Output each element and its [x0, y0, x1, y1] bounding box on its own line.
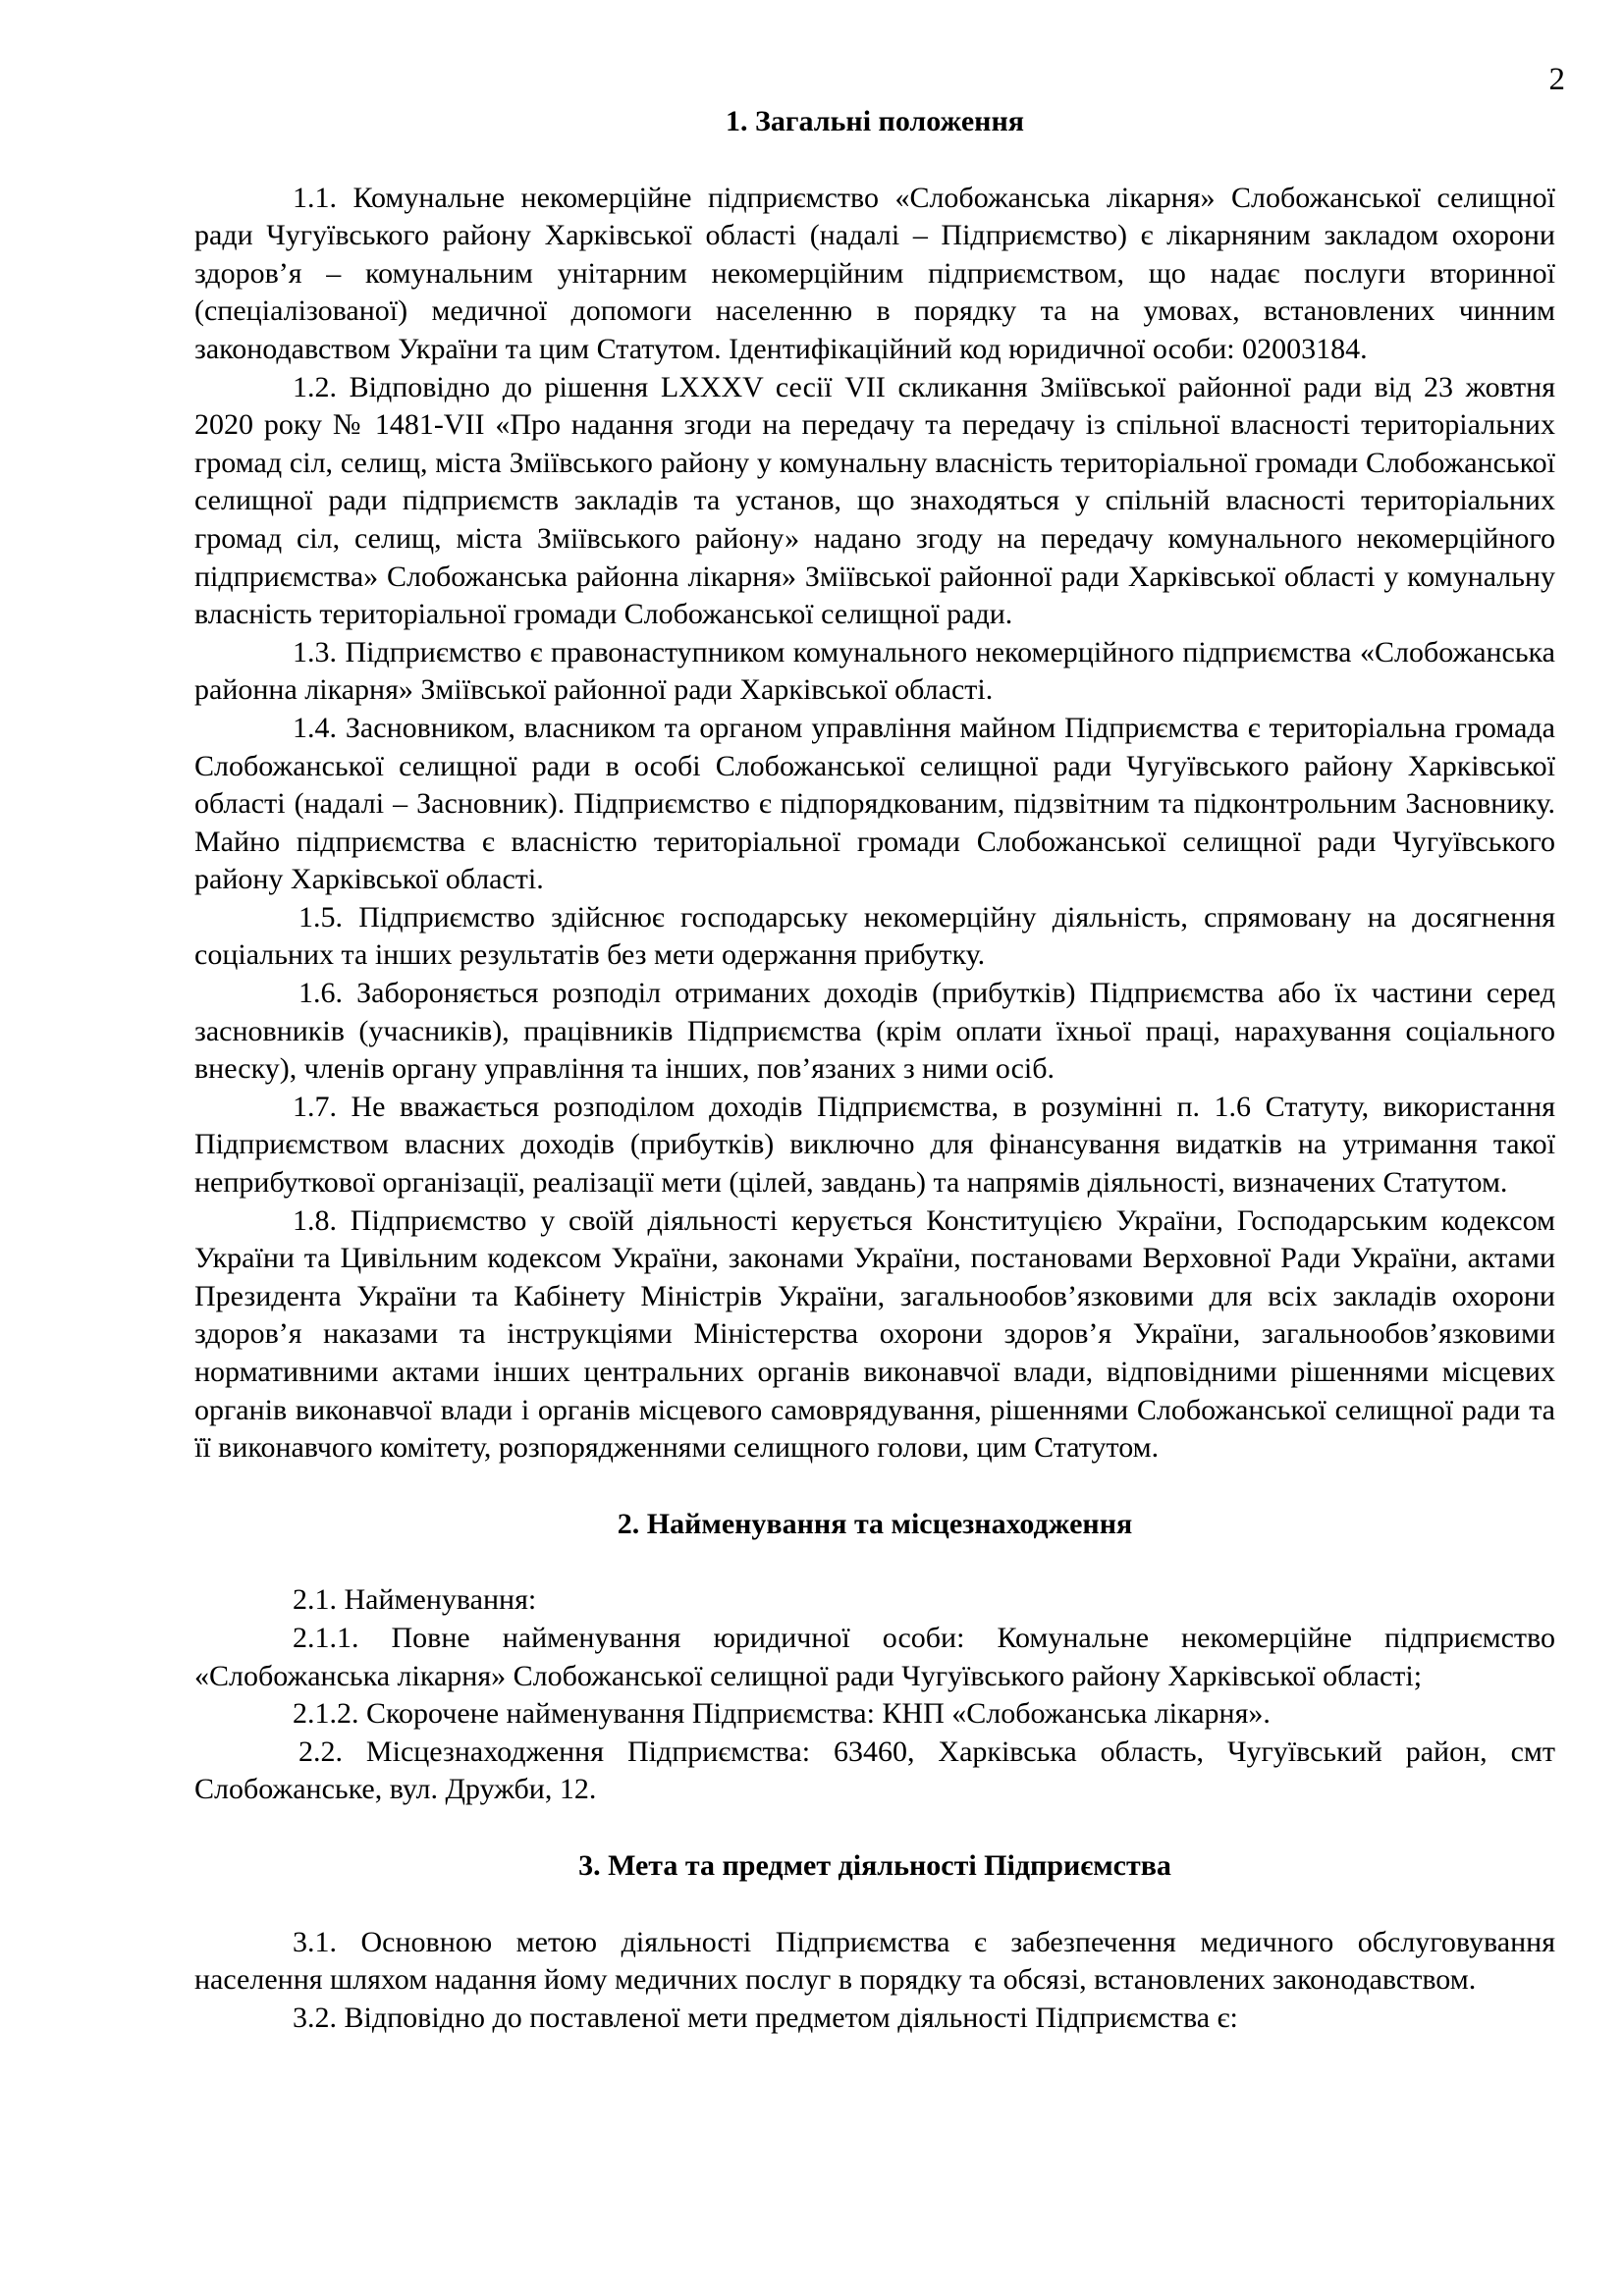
paragraph-1-4: 1.4. Засновником, власником та органом управління майном Підприємства є територіальна громада Слобожанської селищної ради в особі Слобожанської селищної ради Чугуївського району Харківської області (надалі – Засновник). Підприємство є підпорядкованим, підзвітним та підконтрольним Засновнику. Майно підприємства є власністю територіальної громади Слобожанської селищної ради Чугуївського району Харківської області.: [194, 711, 1555, 896]
section-general-provisions: [194, 103, 1555, 1468]
paragraph-2-1: 2.1. Найменування:: [293, 1583, 537, 1617]
paragraph-1-1: 1.1. Комунальне некомерційне підприємство «Слобожанська лікарня» Слобожанської селищної ради Чугуївського району Харківської області (надалі – Підприємство) є лікарняним закладом охорони здоров’я – комунальним унітарним некомерційним підприємством, що надає послуги вторинної (спеціалізованої) медичної допомоги населенню в порядку та на умовах, встановлених чинним законодавством України та цим Статутом. Ідентифікаційний код юридичної особи: 02003184.: [194, 181, 1555, 365]
section-name-and-location: [194, 1506, 1555, 1809]
paragraph-1-7: 1.7. Не вважається розподілом доходів Підприємства, в розумінні п. 1.6 Статуту, використання Підприємством власних доходів (прибутків) виключно для фінансування видатків на утримання такої неприбуткової організації, реалізації мети (цілей, завдань) та напрямів діяльності, визначених Статутом.: [194, 1090, 1555, 1200]
paragraph-2-1-1: 2.1.1. Повне найменування юридичної особи: Комунальне некомерційне підприємство «Слобожанська лікарня» Слобожанської селищної ради Чугуївського району Харківської області;: [194, 1621, 1555, 1692]
paragraph-3-2: 3.2. Відповідно до поставленої мети предметом діяльності Підприємства є:: [293, 2001, 1238, 2034]
paragraph-1-2: 1.2. Відповідно до рішення LXXXV сесії VII скликання Зміївської районної ради від 23 жовтня 2020 року № 1481-VII «Про надання згоди на передачу та передачу із спільної власності територіальних громад сіл, селищ, міста Зміївського району у комунальну власність територіальної громади Слобожанської селищної ради підприємств закладів та установ, що знаходяться у спільній власності територіальних громад сіл, селищ, міста Зміївського району» надано згоду на передачу комунального некомерційного підприємства» Слобожанська районна лікарня» Зміївської районної ради Харківської області у комунальну власність територіальної громади Слобожанської селищної ради.: [194, 370, 1555, 631]
section-heading: 3. Мета та предмет діяльності Підприємства: [578, 1848, 1171, 1882]
paragraph-2-1-2: 2.1.2. Скорочене найменування Підприємства: КНП «Слобожанська лікарня».: [293, 1697, 1271, 1731]
paragraph-1-5: 1.5. Підприємство здійснює господарську некомерційну діяльність, спрямовану на досягнення соціальних та інших результатів без мети одержання прибутку.: [194, 900, 1555, 972]
paragraph-1-6: 1.6. Забороняється розподіл отриманих доходів (прибутків) Підприємства або їх частини серед засновників (учасників), працівників Підприємства (крім оплати їхньої праці, нарахування соціального внеску), членів органу управління та інших, пов’язаних з ними осіб.: [194, 977, 1555, 1086]
section-heading: 2. Найменування та місцезнаходження: [617, 1507, 1133, 1540]
section-purpose-and-subject: [194, 1847, 1555, 2037]
page-number: 2: [1548, 62, 1565, 97]
paragraph-1-8: 1.8. Підприємство у своїй діяльності керується Конституцією України, Господарським кодексом України та Цивільним кодексом України, законами України, постановами Верховної Ради України, актами Президента України та Кабінету Міністрів України, загальнообов’язковими для всіх закладів охорони здоров’я наказами та інструкціями Міністерства охорони здоров’я України, загальнообов’язковими нормативними актами інших центральних органів виконавчої влади, відповідними рішеннями місцевих органів виконавчої влади і органів місцевого самоврядування, рішеннями Слобожанської селищної ради та її виконавчого комітету, розпорядженнями селищного голови, цим Статутом.: [194, 1203, 1555, 1465]
paragraph-2-2: 2.2. Місцезнаходження Підприємства: 63460, Харківська область, Чугуївський район, смт Слобожанське, вул. Дружби, 12.: [194, 1735, 1555, 1806]
paragraph-3-1: 3.1. Основною метою діяльності Підприємства є забезпечення медичного обслуговування населення шляхом надання йому медичних послуг в порядку та обсязі, встановлених законодавством.: [194, 1925, 1555, 1997]
document-body: [194, 103, 1555, 2037]
paragraph-1-3: 1.3. Підприємство є правонаступником комунального некомерційного підприємства «Слобожанська районна лікарня» Зміївської районної ради Харківської області.: [194, 635, 1555, 707]
section-heading: 1. Загальні положення: [726, 105, 1024, 137]
